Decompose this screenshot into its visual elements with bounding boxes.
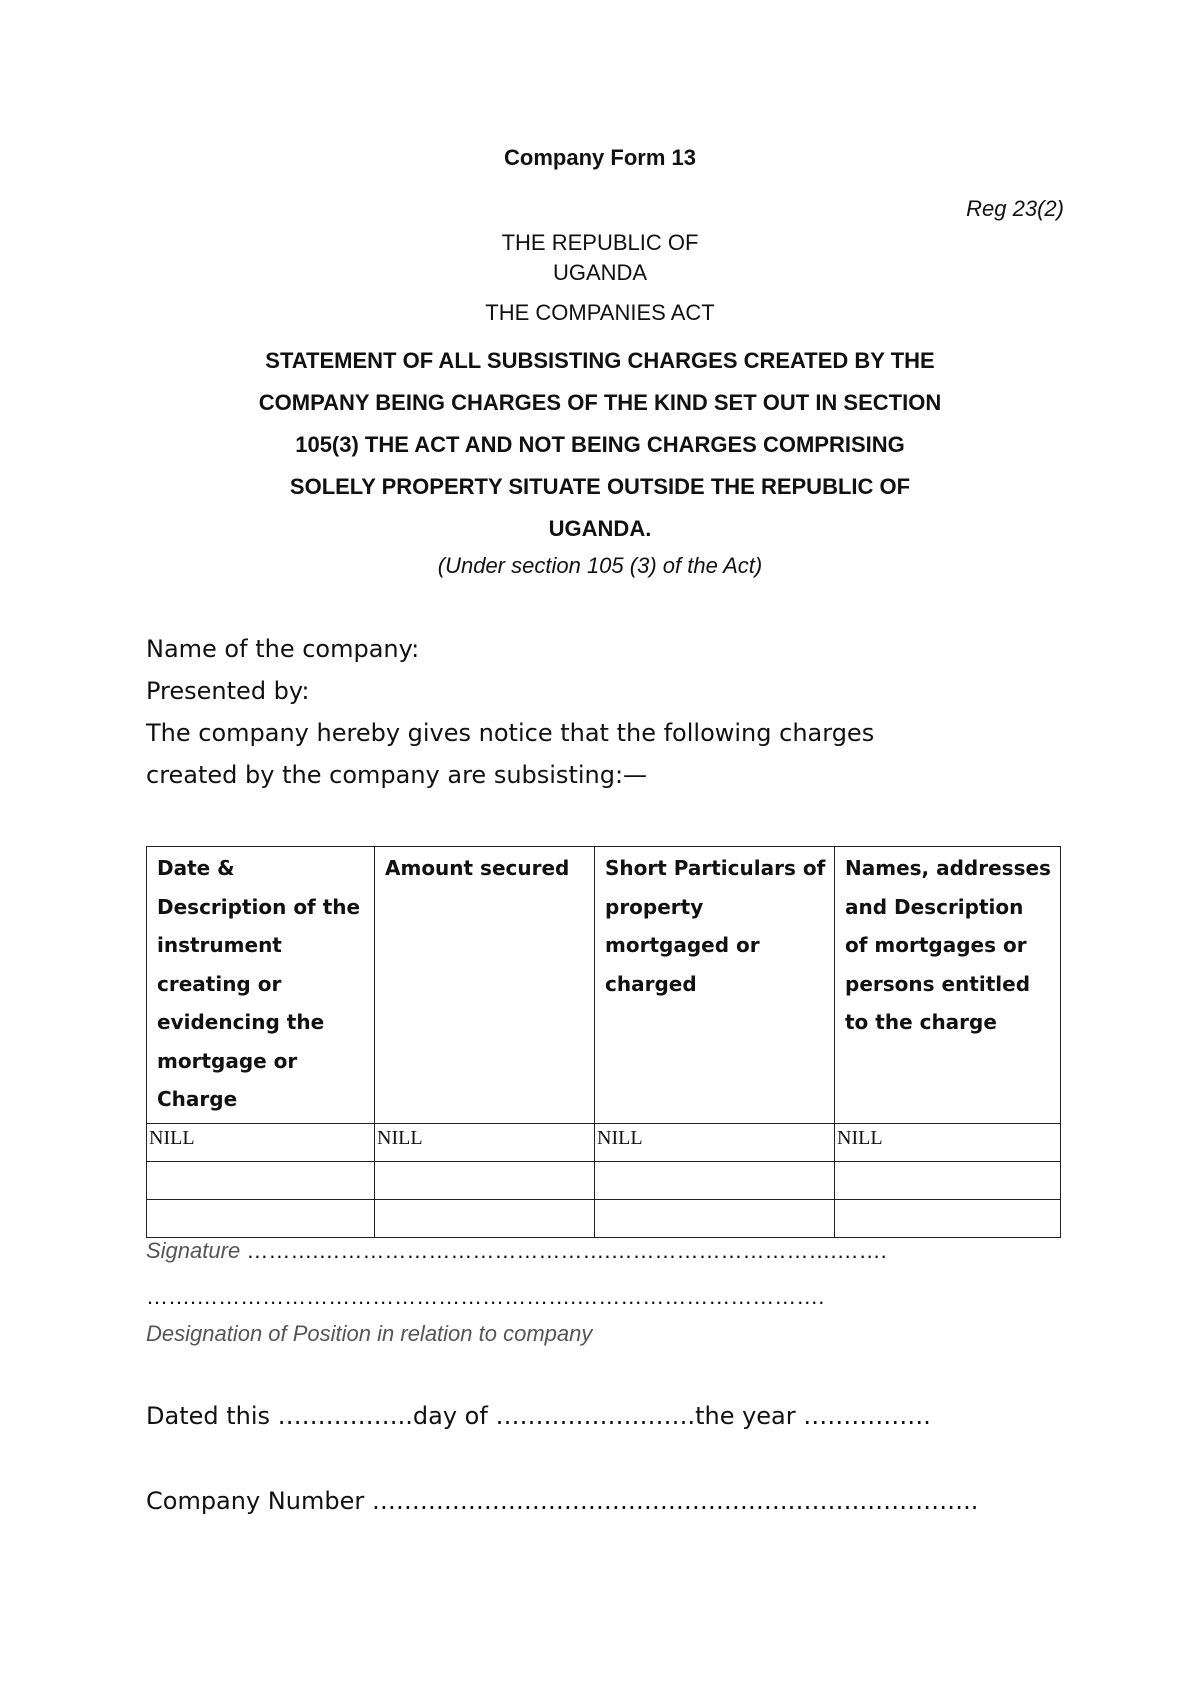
table-row — [147, 1161, 1061, 1199]
dated-line: Dated this ……………..day of …………………….the year ……………. — [146, 1402, 931, 1430]
republic-heading — [0, 228, 1200, 288]
column-header-chargee: Names, addresses and Description of mortgages or persons entitled to the charge — [835, 847, 1061, 1124]
company-number-line: Company Number …………………………………………….……….………….. — [146, 1487, 979, 1515]
regulation-reference: Reg 23(2) — [966, 196, 1064, 221]
designation-label: Designation of Position in relation to company — [146, 1321, 593, 1346]
table-cell — [595, 1161, 835, 1199]
charges-table — [146, 846, 1061, 1238]
table-cell — [375, 1161, 595, 1199]
table-cell — [835, 1161, 1061, 1199]
statement-line: COMPANY BEING CHARGES OF THE KIND SET OUT IN SECTION — [258, 390, 942, 415]
presented-by-label: Presented by: — [146, 677, 310, 705]
designation-dots: …….…………………………………………….……………………………. — [146, 1284, 825, 1309]
table-cell: NILL — [835, 1123, 1061, 1161]
act-name: THE COMPANIES ACT — [485, 300, 715, 325]
table-row — [147, 1123, 1061, 1161]
column-header-property: Short Particulars of property mortgaged or charged — [595, 847, 835, 1124]
under-section-note: (Under section 105 (3) of the Act) — [437, 553, 763, 578]
form-title: Company Form 13 — [504, 145, 696, 170]
table-cell: NILL — [375, 1123, 595, 1161]
statement-line: 105(3) THE ACT AND NOT BEING CHARGES COMPRISING — [295, 432, 905, 457]
notice-line-2: created by the company are subsisting:— — [146, 761, 648, 789]
republic-line-2: UGANDA — [552, 260, 648, 285]
statement-line: STATEMENT OF ALL SUBSISTING CHARGES CREATED BY THE — [265, 348, 935, 373]
signature-label: Signature — [146, 1238, 241, 1263]
statement-line: UGANDA. — [548, 516, 652, 541]
table-header-row — [147, 847, 1061, 1124]
table-cell: NILL — [595, 1123, 835, 1161]
signature-line — [146, 1230, 887, 1272]
column-header-amount: Amount secured — [375, 847, 595, 1124]
statement-heading — [0, 340, 1200, 550]
notice-line-1: The company hereby gives notice that the following charges — [146, 719, 875, 747]
statement-line: SOLELY PROPERTY SITUATE OUTSIDE THE REPUBLIC OF — [289, 474, 911, 499]
company-name-label: Name of the company: — [146, 635, 420, 663]
signature-dots: ……….………………………………….………………………….……. — [246, 1238, 887, 1263]
column-header-instrument: Date & Description of the instrument creating or evidencing the mortgage or Charge — [147, 847, 375, 1124]
republic-line-1: THE REPUBLIC OF — [501, 230, 699, 255]
table-cell: NILL — [147, 1123, 375, 1161]
intro-block — [146, 628, 874, 796]
table-cell — [147, 1161, 375, 1199]
